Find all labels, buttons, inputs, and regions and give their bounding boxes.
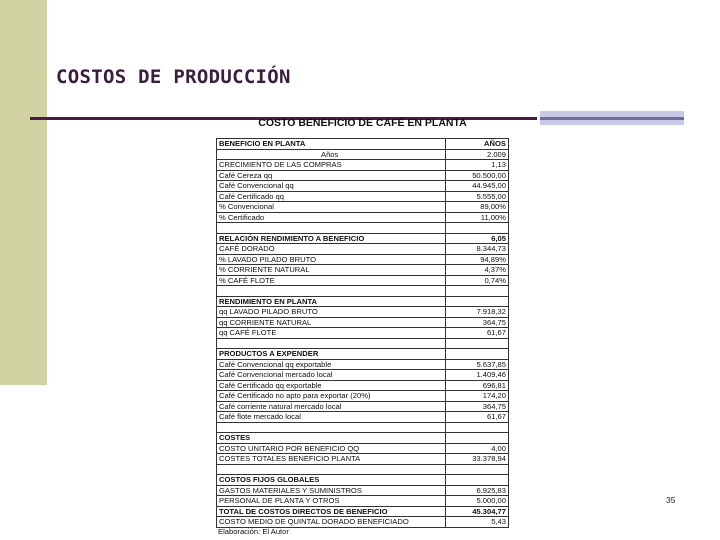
table-row xyxy=(217,244,509,255)
row-label: qq CAFÉ FLOTE xyxy=(217,328,446,339)
row-value: 8.344,73 xyxy=(446,244,509,255)
table-row xyxy=(217,464,509,475)
table-row xyxy=(217,380,509,391)
row-label: Café Convencional qq exportable xyxy=(217,359,446,370)
row-label: % CORRIENTE NATURAL xyxy=(217,265,446,276)
table-row xyxy=(217,170,509,181)
table-row xyxy=(217,443,509,454)
row-label: GASTOS MATERIALES Y SUMINISTROS xyxy=(217,485,446,496)
row-value: 174,20 xyxy=(446,391,509,402)
row-label: CAFÉ DORADO xyxy=(217,244,446,255)
row-value xyxy=(446,349,509,360)
row-value: 5.637,85 xyxy=(446,359,509,370)
row-label: % Certificado xyxy=(217,212,446,223)
table-row xyxy=(217,422,509,433)
row-value: 1.409,46 xyxy=(446,370,509,381)
row-value: 45.304,77 xyxy=(446,506,509,517)
table-row xyxy=(217,275,509,286)
row-label: BENEFICIO EN PLANTA xyxy=(217,139,446,150)
row-label: COSTES xyxy=(217,433,446,444)
table-row xyxy=(217,191,509,202)
row-value: 6.925,83 xyxy=(446,485,509,496)
row-label: COSTES TOTALES BENEFICIO PLANTA xyxy=(217,454,446,465)
row-label: COSTO MEDIO DE QUINTAL DORADO BENEFICIADO xyxy=(217,517,446,528)
table-row xyxy=(217,517,509,528)
table-row xyxy=(217,286,509,297)
table-row xyxy=(217,485,509,496)
row-value: 0,74% xyxy=(446,275,509,286)
row-label xyxy=(217,223,446,234)
table-row xyxy=(217,202,509,213)
title-rule-accent-line xyxy=(540,117,684,120)
table-row xyxy=(217,307,509,318)
table-row xyxy=(217,433,509,444)
row-label xyxy=(217,338,446,349)
table-row xyxy=(217,296,509,307)
cost-table xyxy=(216,138,509,528)
row-label: % Convencional xyxy=(217,202,446,213)
row-value: 5.555,00 xyxy=(446,191,509,202)
row-label: % LAVADO PILADO BRUTO xyxy=(217,254,446,265)
row-label: PRODUCTOS A EXPENDER xyxy=(217,349,446,360)
row-label xyxy=(217,464,446,475)
table-row xyxy=(217,412,509,423)
row-value xyxy=(446,296,509,307)
row-value: 33.378,94 xyxy=(446,454,509,465)
row-label xyxy=(217,286,446,297)
page-number: 35 xyxy=(666,495,676,505)
table-row xyxy=(217,233,509,244)
table-row xyxy=(217,475,509,486)
row-label: PERSONAL DE PLANTA Y OTROS xyxy=(217,496,446,507)
row-value: 50.500,00 xyxy=(446,170,509,181)
row-value: 1,13 xyxy=(446,160,509,171)
row-value xyxy=(446,223,509,234)
row-label: Años xyxy=(217,149,446,160)
row-value: 5.000,00 xyxy=(446,496,509,507)
source-note: Elaboración: El Autor xyxy=(218,527,289,536)
row-value: 5,43 xyxy=(446,517,509,528)
table-row xyxy=(217,181,509,192)
side-accent-bar xyxy=(0,0,47,385)
row-label: RENDIMIENTO EN PLANTA xyxy=(217,296,446,307)
row-value xyxy=(446,433,509,444)
table-row xyxy=(217,317,509,328)
row-value: 4,00 xyxy=(446,443,509,454)
table-row xyxy=(217,401,509,412)
row-label: Café Certificado no apto para exportar (20%) xyxy=(217,391,446,402)
table-row xyxy=(217,391,509,402)
row-label: Café Certificado qq xyxy=(217,191,446,202)
row-value xyxy=(446,286,509,297)
row-label: CRECIMIENTO DE LAS COMPRAS xyxy=(217,160,446,171)
row-value: 696,81 xyxy=(446,380,509,391)
row-value: 364,75 xyxy=(446,401,509,412)
row-label: COSTO UNITARIO POR BENEFICIO QQ xyxy=(217,443,446,454)
row-label: Café corriente natural mercado local xyxy=(217,401,446,412)
row-value: 4,37% xyxy=(446,265,509,276)
table-row xyxy=(217,496,509,507)
row-label: TOTAL DE COSTOS DIRECTOS DE BENEFICIO xyxy=(217,506,446,517)
table-row xyxy=(217,454,509,465)
row-value: 11,00% xyxy=(446,212,509,223)
row-label: qq LAVADO PILADO BRUTO xyxy=(217,307,446,318)
row-value xyxy=(446,475,509,486)
row-value: 2.009 xyxy=(446,149,509,160)
slide-title: COSTOS DE PRODUCCIÓN xyxy=(56,66,291,88)
row-label: Café Convencional qq xyxy=(217,181,446,192)
row-label: % CAFÉ FLOTE xyxy=(217,275,446,286)
cost-table-body xyxy=(217,139,509,528)
row-label: qq CORRIENTE NATURAL xyxy=(217,317,446,328)
row-value: 44.945,00 xyxy=(446,181,509,192)
table-row xyxy=(217,223,509,234)
row-value xyxy=(446,464,509,475)
table-row xyxy=(217,328,509,339)
row-value xyxy=(446,422,509,433)
table-title: COSTO BENEFICIO DE CAFÉ EN PLANTA xyxy=(258,117,467,129)
table-row xyxy=(217,139,509,150)
row-value xyxy=(446,338,509,349)
row-value: 89,00% xyxy=(446,202,509,213)
row-label: Café Certificado qq exportable xyxy=(217,380,446,391)
table-row xyxy=(217,254,509,265)
row-value: 7.918,32 xyxy=(446,307,509,318)
row-label: Café Convencional mercado local xyxy=(217,370,446,381)
row-label: Café flote mercado local xyxy=(217,412,446,423)
row-label: RELACIÓN RENDIMIENTO A BENEFICIO xyxy=(217,233,446,244)
table-row xyxy=(217,265,509,276)
row-label xyxy=(217,422,446,433)
row-value: 6,05 xyxy=(446,233,509,244)
table-row xyxy=(217,506,509,517)
table-row xyxy=(217,349,509,360)
row-value: 61,67 xyxy=(446,328,509,339)
table-row xyxy=(217,212,509,223)
row-value: 61,67 xyxy=(446,412,509,423)
table-row xyxy=(217,359,509,370)
row-label: COSTOS FIJOS GLOBALES xyxy=(217,475,446,486)
table-row xyxy=(217,370,509,381)
row-label: Café Cereza qq xyxy=(217,170,446,181)
table-row xyxy=(217,149,509,160)
table-row xyxy=(217,338,509,349)
row-value: 364,75 xyxy=(446,317,509,328)
table-row xyxy=(217,160,509,171)
row-value: 94,89% xyxy=(446,254,509,265)
row-value: AÑOS xyxy=(446,139,509,150)
